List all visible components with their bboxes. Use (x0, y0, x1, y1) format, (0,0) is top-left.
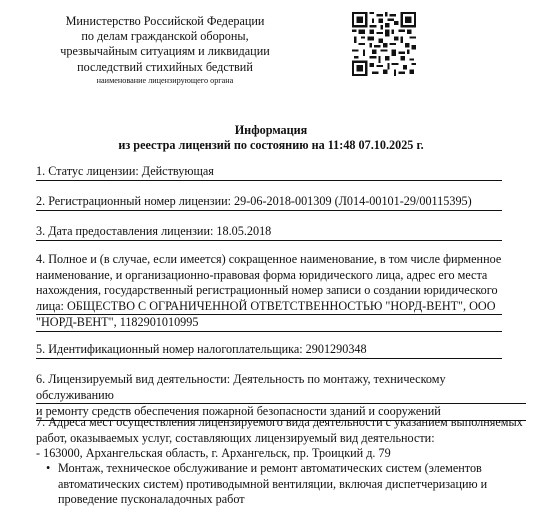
work-line: проведение пусконаладочных работ (58, 492, 245, 506)
org-line: чрезвычайным ситуациям и ликвидации (60, 44, 270, 59)
work-list-item (36, 461, 516, 506)
document-subtitle: из реестра лицензий по состоянию на 11:48 07.10.2025 г. (118, 138, 424, 152)
tax-id: 5. Идентификационный номер налогоплательщика: 2901290348 (36, 342, 502, 359)
org-line: последствий стихийных бедствий (77, 59, 253, 74)
address-line: - 163000, Архангельская область, г. Архангельск, пр. Троицкий д. 79 (36, 446, 391, 461)
address-heading-line: работ, оказываемых услуг, составляющих лицензируемый вид деятельности: (36, 430, 435, 445)
licensee-line: нахождения, государственный регистрационный номер записи о создании юридического (36, 283, 498, 298)
licensee-line: лица: ОБЩЕСТВО С ОГРАНИЧЕННОЙ ОТВЕТСТВЕННОСТЬЮ "НОРД-ВЕНТ", ООО (36, 299, 502, 316)
licensee-line: 4. Полное и (в случае, если имеется) сокращенное наименование, в том числе фирменное (36, 252, 502, 266)
license-status: 1. Статус лицензии: Действующая (36, 164, 502, 181)
org-line: Министерство Российской Федерации (65, 14, 265, 28)
bullet-icon: • (46, 461, 51, 475)
activity-line: 6. Лицензируемый вид деятельности: Деятельность по монтажу, техническому обслуживанию (36, 372, 526, 404)
license-date: 3. Дата предоставления лицензии: 18.05.2018 (36, 224, 502, 241)
address-heading-line: 7. Адреса мест осуществления лицензируемого вида деятельности с указанием выполняемых (36, 415, 523, 429)
issuing-authority (46, 14, 284, 86)
document-title: Информация (234, 123, 308, 137)
org-caption: наименование лицензирующего органа (96, 75, 234, 85)
registration-number: 2. Регистрационный номер лицензии: 29-06-2018-001309 (Л014-00101-29/00115395) (36, 194, 502, 211)
licensee-line: наименование, и организационно-правовая форма юридического лица, адрес его места (36, 267, 488, 282)
licensee-name-block (36, 252, 526, 332)
work-line: автоматических систем) противодымной вентиляции, включая диспетчеризацию и (58, 476, 488, 491)
qr-code-icon (352, 12, 416, 76)
licensed-activity (36, 372, 526, 421)
activity-line: и ремонту средств обеспечения пожарной безопасности зданий и сооружений (36, 404, 526, 421)
licensee-line: "НОРД-ВЕНТ", 1182901010995 (36, 315, 502, 332)
activity-addresses (36, 415, 526, 462)
work-line: Монтаж, техническое обслуживание и ремонт автоматических систем (элементов (58, 461, 482, 475)
org-line: по делам гражданской обороны, (81, 29, 249, 44)
